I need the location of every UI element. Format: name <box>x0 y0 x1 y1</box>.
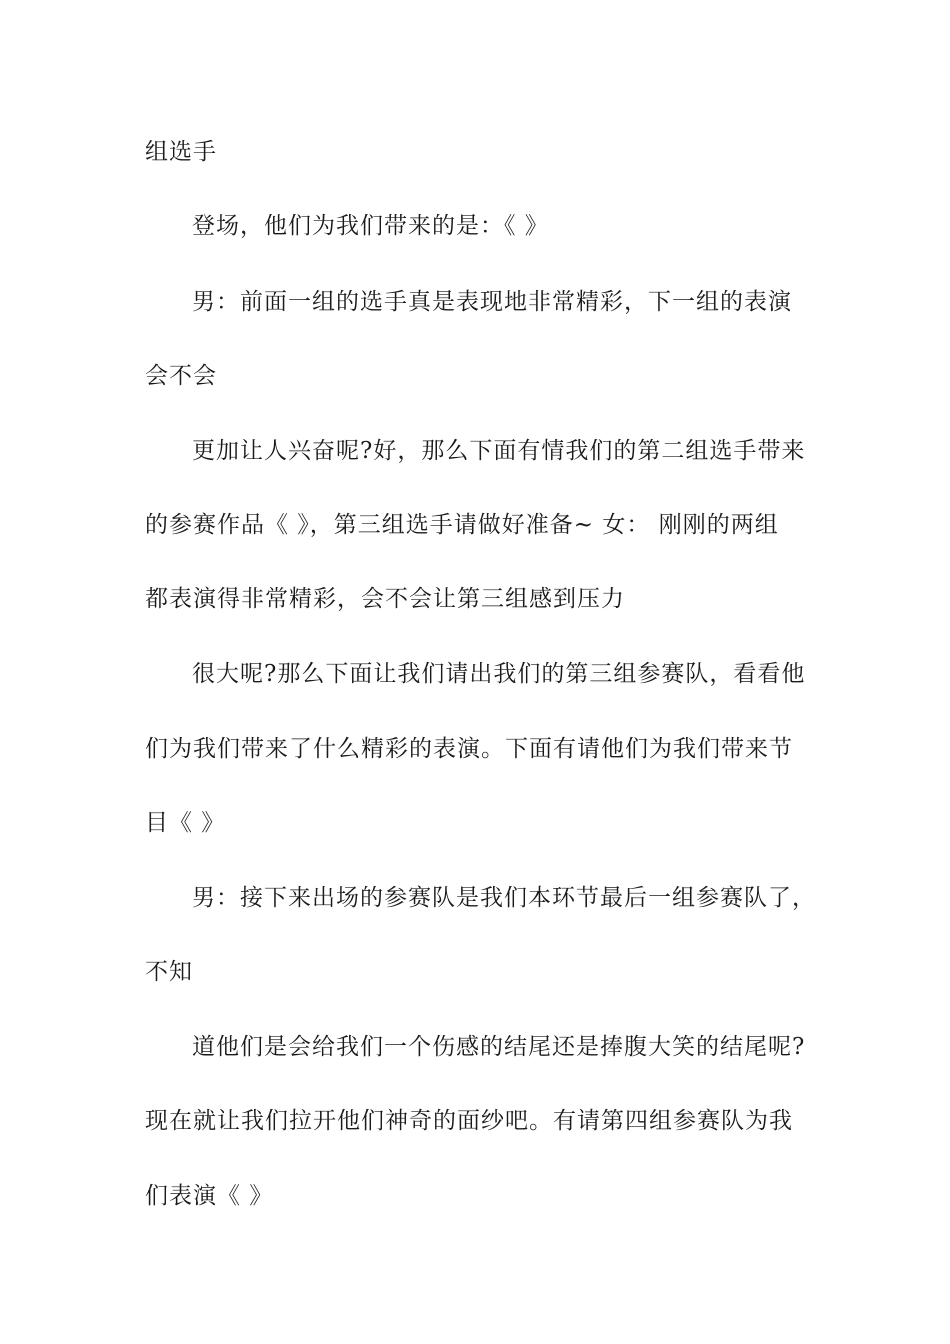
text-line: 男：接下来出场的参赛队是我们本环节最后一组参赛队了， <box>192 885 816 911</box>
text-line: 会不会 <box>145 363 217 389</box>
text-line: 目《 》 <box>145 810 226 836</box>
text-line: 现在就让我们拉开他们神奇的面纱吧。有请第四组参赛队为我 <box>145 1108 793 1134</box>
text-line: 道他们是会给我们一个伤感的结尾还是捧腹大笑的结尾呢? <box>192 1034 806 1060</box>
text-line: 很大呢?那么下面让我们请出我们的第三组参赛队，看看他 <box>192 661 806 687</box>
text-line: 组选手 <box>145 139 217 165</box>
text-line: 登场，他们为我们带来的是：《 》 <box>192 213 549 239</box>
text-line: 都表演得非常精彩，会不会让第三组感到压力 <box>145 586 625 612</box>
text-line: 们为我们带来了什么精彩的表演。下面有请他们为我们带来节 <box>145 736 793 762</box>
text-line: 的参赛作品《 》，第三组选手请做好准备~ 女： 刚刚的两组 <box>145 512 779 538</box>
text-line: 不知 <box>145 959 193 985</box>
text-line: 们表演《 》 <box>145 1183 274 1209</box>
text-line: 男：前面一组的选手真是表现地非常精彩，下一组的表演 <box>192 289 792 315</box>
text-line: 更加让人兴奋呢?好，那么下面有情我们的第二组选手带来 <box>192 438 806 464</box>
